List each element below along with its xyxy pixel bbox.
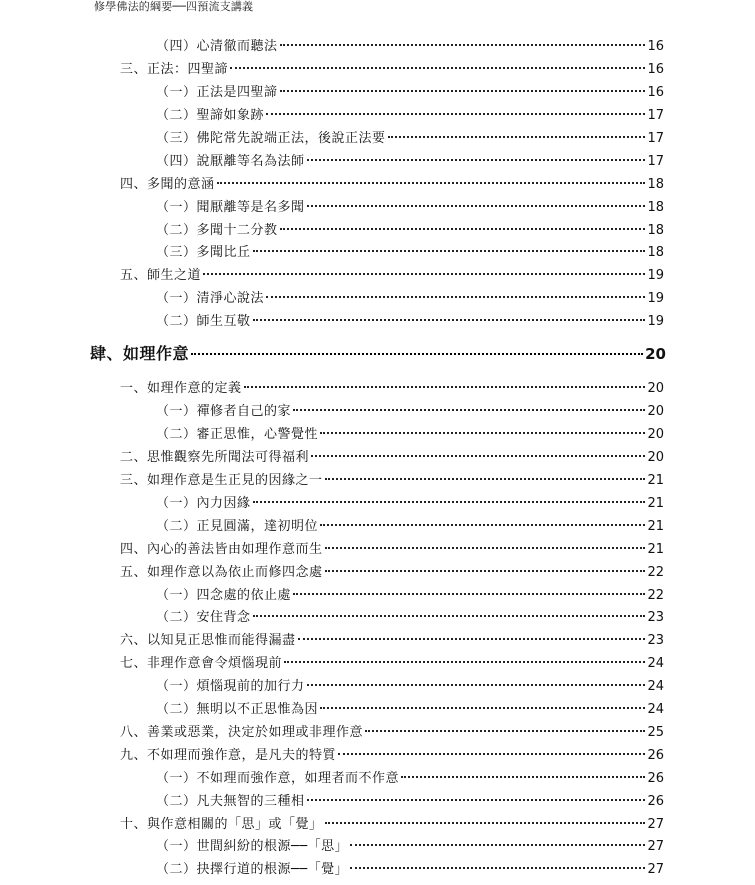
toc-leader-dots	[388, 135, 646, 138]
toc-leader-dots	[253, 614, 646, 617]
toc-leader-dots	[325, 821, 646, 824]
toc-entry-title: （四）說厭離等名為法師	[156, 154, 305, 169]
toc-entry-title: （二）無明以不正思惟為因	[156, 702, 319, 717]
toc-leader-dots	[307, 798, 646, 801]
toc-chapter-page: 20	[645, 345, 666, 363]
toc-entry-title: 八、善業或惡業，決定於如理或非理作意	[120, 725, 364, 740]
toc-entry-page: 25	[647, 725, 664, 740]
toc-entry-title: 四、多聞的意涵	[120, 177, 215, 192]
toc-entry[interactable]	[156, 677, 664, 696]
toc-entry-page: 23	[647, 610, 664, 625]
toc-entry[interactable]	[156, 425, 664, 444]
toc-entry-title: （三）多聞比丘	[156, 245, 251, 260]
toc-leader-dots	[253, 318, 646, 321]
toc-leader-dots	[320, 431, 645, 434]
toc-leader-dots	[350, 866, 645, 869]
toc-entry[interactable]	[120, 631, 664, 650]
toc-leader-dots	[293, 408, 645, 411]
toc-entry[interactable]	[120, 448, 664, 467]
toc-entry[interactable]	[156, 517, 664, 536]
toc-entry-page: 21	[647, 542, 664, 557]
toc-chapter-title: 肆、如理作意	[90, 344, 190, 363]
toc-entry[interactable]	[156, 243, 664, 262]
toc-entry-title: （二）凡夫無智的三種相	[156, 794, 305, 809]
toc-leader-dots	[350, 843, 645, 846]
toc-chapter-entry[interactable]	[90, 342, 666, 366]
toc-entry[interactable]	[156, 860, 664, 879]
toc-entry[interactable]	[156, 152, 664, 171]
toc-entry-page: 24	[647, 679, 664, 694]
toc-leader-dots	[325, 477, 646, 480]
toc-entry[interactable]	[156, 700, 664, 719]
toc-entry[interactable]	[156, 769, 664, 788]
toc-leader-dots	[320, 523, 645, 526]
toc-leader-dots	[280, 227, 646, 230]
toc-entry[interactable]	[156, 608, 664, 627]
toc-entry[interactable]	[120, 723, 664, 742]
toc-leader-dots	[253, 500, 646, 503]
toc-entry-page: 24	[647, 702, 664, 717]
toc-entry-title: （二）抉擇行道的根源──「覺」	[156, 862, 349, 877]
toc-entry[interactable]	[120, 60, 664, 79]
toc-leader-dots	[311, 454, 645, 457]
toc-entry-title: 一、如理作意的定義	[120, 381, 242, 396]
toc-leader-dots	[325, 569, 646, 572]
toc-entry-title: （一）聞厭離等是名多聞	[156, 200, 305, 215]
toc-entry-page: 16	[647, 85, 664, 100]
toc-entry-page: 22	[647, 588, 664, 603]
toc-leader-dots	[307, 683, 646, 686]
toc-leader-dots	[266, 295, 645, 298]
toc-entry[interactable]	[120, 471, 664, 490]
toc-entry[interactable]	[156, 837, 664, 856]
toc-leader-dots	[266, 112, 645, 115]
toc-entry-title: 五、如理作意以為依止而修四念處	[120, 565, 323, 580]
toc-entry[interactable]	[156, 106, 664, 125]
toc-entry-page: 20	[647, 404, 664, 419]
toc-leader-dots	[253, 249, 646, 252]
toc-entry-page: 20	[647, 450, 664, 465]
toc-entry[interactable]	[156, 312, 664, 331]
toc-entry-page: 21	[647, 519, 664, 534]
toc-leader-dots	[230, 66, 645, 69]
toc-entry-title: （二）安住背念	[156, 610, 251, 625]
toc-entry-title: 五、師生之道	[120, 268, 202, 283]
toc-entry-title: 三、正法：四聖諦	[120, 62, 229, 77]
toc-entry-page: 17	[647, 108, 664, 123]
toc-leader-dots	[325, 546, 646, 549]
toc-entry[interactable]	[120, 175, 664, 194]
toc-entry-title: 十、與作意相關的「思」或「覺」	[120, 817, 323, 832]
toc-entry[interactable]	[120, 815, 664, 834]
toc-entry-page: 24	[647, 656, 664, 671]
toc-entry-title: （一）禪修者自己的家	[156, 404, 292, 419]
toc-entry-title: 七、非理作意會令煩惱現前	[120, 656, 283, 671]
toc-leader-dots	[191, 352, 643, 355]
toc-entry[interactable]	[120, 540, 664, 559]
toc-entry[interactable]	[156, 83, 664, 102]
toc-entry[interactable]	[156, 129, 664, 148]
toc-entry-title: （一）正法是四聖諦	[156, 85, 278, 100]
toc-entry-page: 17	[647, 131, 664, 146]
toc-entry-title: （二）正見圓滿，達初明位	[156, 519, 319, 534]
toc-leader-dots	[203, 272, 645, 275]
toc-entry-title: （一）世間糾紛的根源──「思」	[156, 839, 349, 854]
toc-entry-page: 23	[647, 633, 664, 648]
toc-entry-title: 九、不如理而強作意，是凡夫的特質	[120, 748, 337, 763]
toc-entry[interactable]	[156, 37, 664, 56]
toc-leader-dots	[365, 729, 645, 732]
toc-leader-dots	[401, 775, 645, 778]
toc-entry-title: （一）四念處的依止處	[156, 588, 292, 603]
toc-entry-title: （一）清淨心說法	[156, 291, 265, 306]
toc-entry-page: 19	[647, 291, 664, 306]
toc-leader-dots	[284, 660, 645, 663]
toc-leader-dots	[307, 204, 646, 207]
running-header: 修學佛法的綱要──四預流支講義	[94, 0, 254, 13]
toc-entry-page: 17	[647, 154, 664, 169]
toc-entry-title: （一）內力因緣	[156, 496, 251, 511]
toc-entry-title: 二、思惟觀察先所聞法可得福利	[120, 450, 310, 465]
toc-entry[interactable]	[120, 266, 664, 285]
toc-entry-page: 19	[647, 314, 664, 329]
toc-entry-page: 18	[647, 245, 664, 260]
toc-entry-page: 18	[647, 200, 664, 215]
toc-leader-dots	[307, 158, 646, 161]
toc-leader-dots	[217, 181, 646, 184]
toc-entry[interactable]	[156, 221, 664, 240]
toc-entry-page: 20	[647, 381, 664, 396]
toc-entry-title: （二）審正思惟，心警覺性	[156, 427, 319, 442]
toc-entry[interactable]	[156, 402, 664, 421]
toc-entry[interactable]	[156, 494, 664, 513]
toc-entry-title: （二）多聞十二分教	[156, 223, 278, 238]
toc-entry-title: （三）佛陀常先說端正法，後說正法要	[156, 131, 386, 146]
toc-entry-page: 19	[647, 268, 664, 283]
toc-leader-dots	[280, 89, 646, 92]
toc-leader-dots	[320, 706, 645, 709]
toc-leader-dots	[298, 637, 646, 640]
toc-leader-dots	[293, 592, 645, 595]
toc-entry-title: （四）心清徹而聽法	[156, 39, 278, 54]
toc-entry-page: 21	[647, 496, 664, 511]
toc-entry-page: 26	[647, 748, 664, 763]
toc-entry-page: 26	[647, 794, 664, 809]
toc-leader-dots	[338, 752, 645, 755]
toc-entry-title: 三、如理作意是生正見的因緣之一	[120, 473, 323, 488]
toc-entry-page: 18	[647, 177, 664, 192]
toc-entry-page: 27	[647, 862, 664, 877]
toc-entry-page: 16	[647, 62, 664, 77]
toc-entry-page: 22	[647, 565, 664, 580]
toc-entry-page: 16	[647, 39, 664, 54]
toc-entry[interactable]	[120, 563, 664, 582]
toc-entry-title: （二）聖諦如象跡	[156, 108, 265, 123]
toc-entry-title: （一）煩惱現前的加行力	[156, 679, 305, 694]
toc-entry[interactable]	[156, 792, 664, 811]
toc-entry-page: 18	[647, 223, 664, 238]
toc-entry-page: 21	[647, 473, 664, 488]
toc-entry[interactable]	[120, 654, 664, 673]
toc-leader-dots	[280, 43, 646, 46]
toc-entry[interactable]	[156, 198, 664, 217]
toc-entry-title: 四、內心的善法皆由如理作意而生	[120, 542, 323, 557]
toc-entry[interactable]	[156, 289, 664, 308]
toc-entry[interactable]	[120, 379, 664, 398]
toc-entry[interactable]	[156, 586, 664, 605]
toc-entry-title: （二）師生互敬	[156, 314, 251, 329]
toc-entry-page: 26	[647, 771, 664, 786]
toc-entry-page: 27	[647, 817, 664, 832]
toc-entry-page: 20	[647, 427, 664, 442]
toc-entry[interactable]	[120, 746, 664, 765]
toc-entry-title: （一）不如理而強作意，如理者而不作意	[156, 771, 400, 786]
toc-leader-dots	[244, 385, 646, 388]
toc-entry-page: 27	[647, 839, 664, 854]
toc-entry-title: 六、以知見正思惟而能得漏盡	[120, 633, 296, 648]
